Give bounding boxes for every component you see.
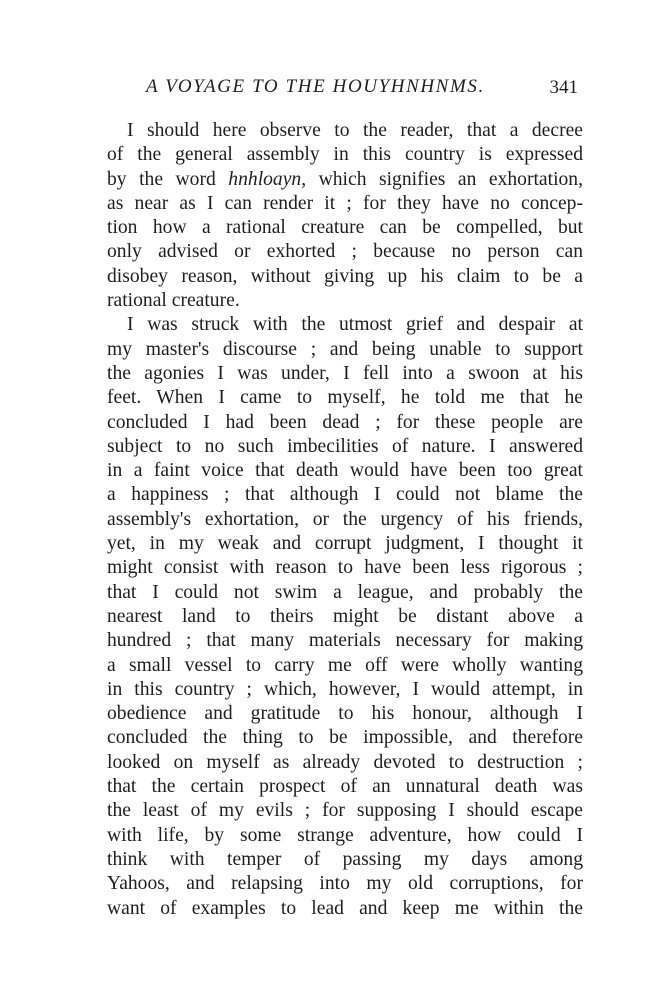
paragraph-1: [107, 119, 583, 313]
text-fragment: , which signifies an exhortation,: [301, 168, 583, 190]
text-line: I was struck with the utmost grief and despair at: [127, 314, 583, 336]
text-line: as near as I can render it ; for they have no concep-: [107, 192, 583, 214]
text-line: in this country ; which, however, I would attempt, in: [107, 678, 583, 700]
text-line: disobey reason, without giving up his claim to be a: [107, 265, 583, 287]
text-line: a small vessel to carry me off were wholly wanting: [107, 654, 583, 676]
text-line: hundred ; that many materials necessary for making: [107, 630, 583, 652]
text-line: that I could not swim a league, and probably the: [107, 581, 583, 603]
text-line: my master's discourse ; and being unable to support: [107, 338, 583, 360]
text-line: Yahoos, and relapsing into my old corruptions, for: [107, 873, 583, 895]
text-line: nearest land to theirs might be distant above a: [107, 605, 583, 627]
text-line: rational creature.: [107, 290, 240, 312]
body-text: [107, 119, 583, 921]
page-number: 341: [549, 77, 578, 98]
running-head: [108, 76, 578, 104]
text-line: the least of my evils ; for supposing I should escape: [107, 800, 583, 822]
text-line: I should here observe to the reader, that a decree: [127, 120, 583, 141]
text-fragment: by the word: [107, 168, 229, 190]
text-line-with-italic: [107, 168, 583, 192]
text-line: subject to no such imbecilities of nature. I answered: [107, 435, 583, 457]
text-line: want of examples to lead and keep me within the: [107, 897, 583, 919]
text-line: assembly's exhortation, or the urgency of his friends,: [107, 508, 583, 530]
italic-word: hnhloayn: [228, 168, 302, 190]
text-line: [107, 143, 583, 167]
text-line: only advised or exhorted ; because no person can: [107, 241, 583, 263]
text-line: obedience and gratitude to his honour, although I: [107, 703, 583, 725]
text-line: might consist with reason to have been less rigorous ;: [107, 557, 583, 579]
text-line: that the certain prospect of an unnatural death was: [107, 776, 583, 798]
text-line: think with temper of passing my days among: [107, 848, 583, 870]
text-line: yet, in my weak and corrupt judgment, I thought it: [107, 533, 583, 555]
text-line: a happiness ; that although I could not blame the: [107, 484, 583, 506]
text-line: with life, by some strange adventure, how could I: [107, 824, 583, 846]
text-line: feet. When I came to myself, he told me that he: [107, 387, 583, 409]
text-line: tion how a rational creature can be compelled, but: [107, 217, 583, 239]
text-line: the agonies I was under, I fell into a swoon at his: [107, 362, 583, 384]
running-title: A VOYAGE TO THE HOUYHNHNMS.: [146, 76, 485, 97]
paragraph-2: [107, 313, 583, 920]
text-line: looked on myself as already devoted to destruction ;: [107, 751, 583, 773]
text-line: concluded I had been dead ; for these people are: [107, 411, 583, 433]
text-line: in a faint voice that death would have been too great: [107, 460, 583, 482]
text-line: concluded the thing to be impossible, and therefore: [107, 727, 583, 749]
text-line-part: of the general assembly in this country is expressed: [107, 144, 583, 166]
